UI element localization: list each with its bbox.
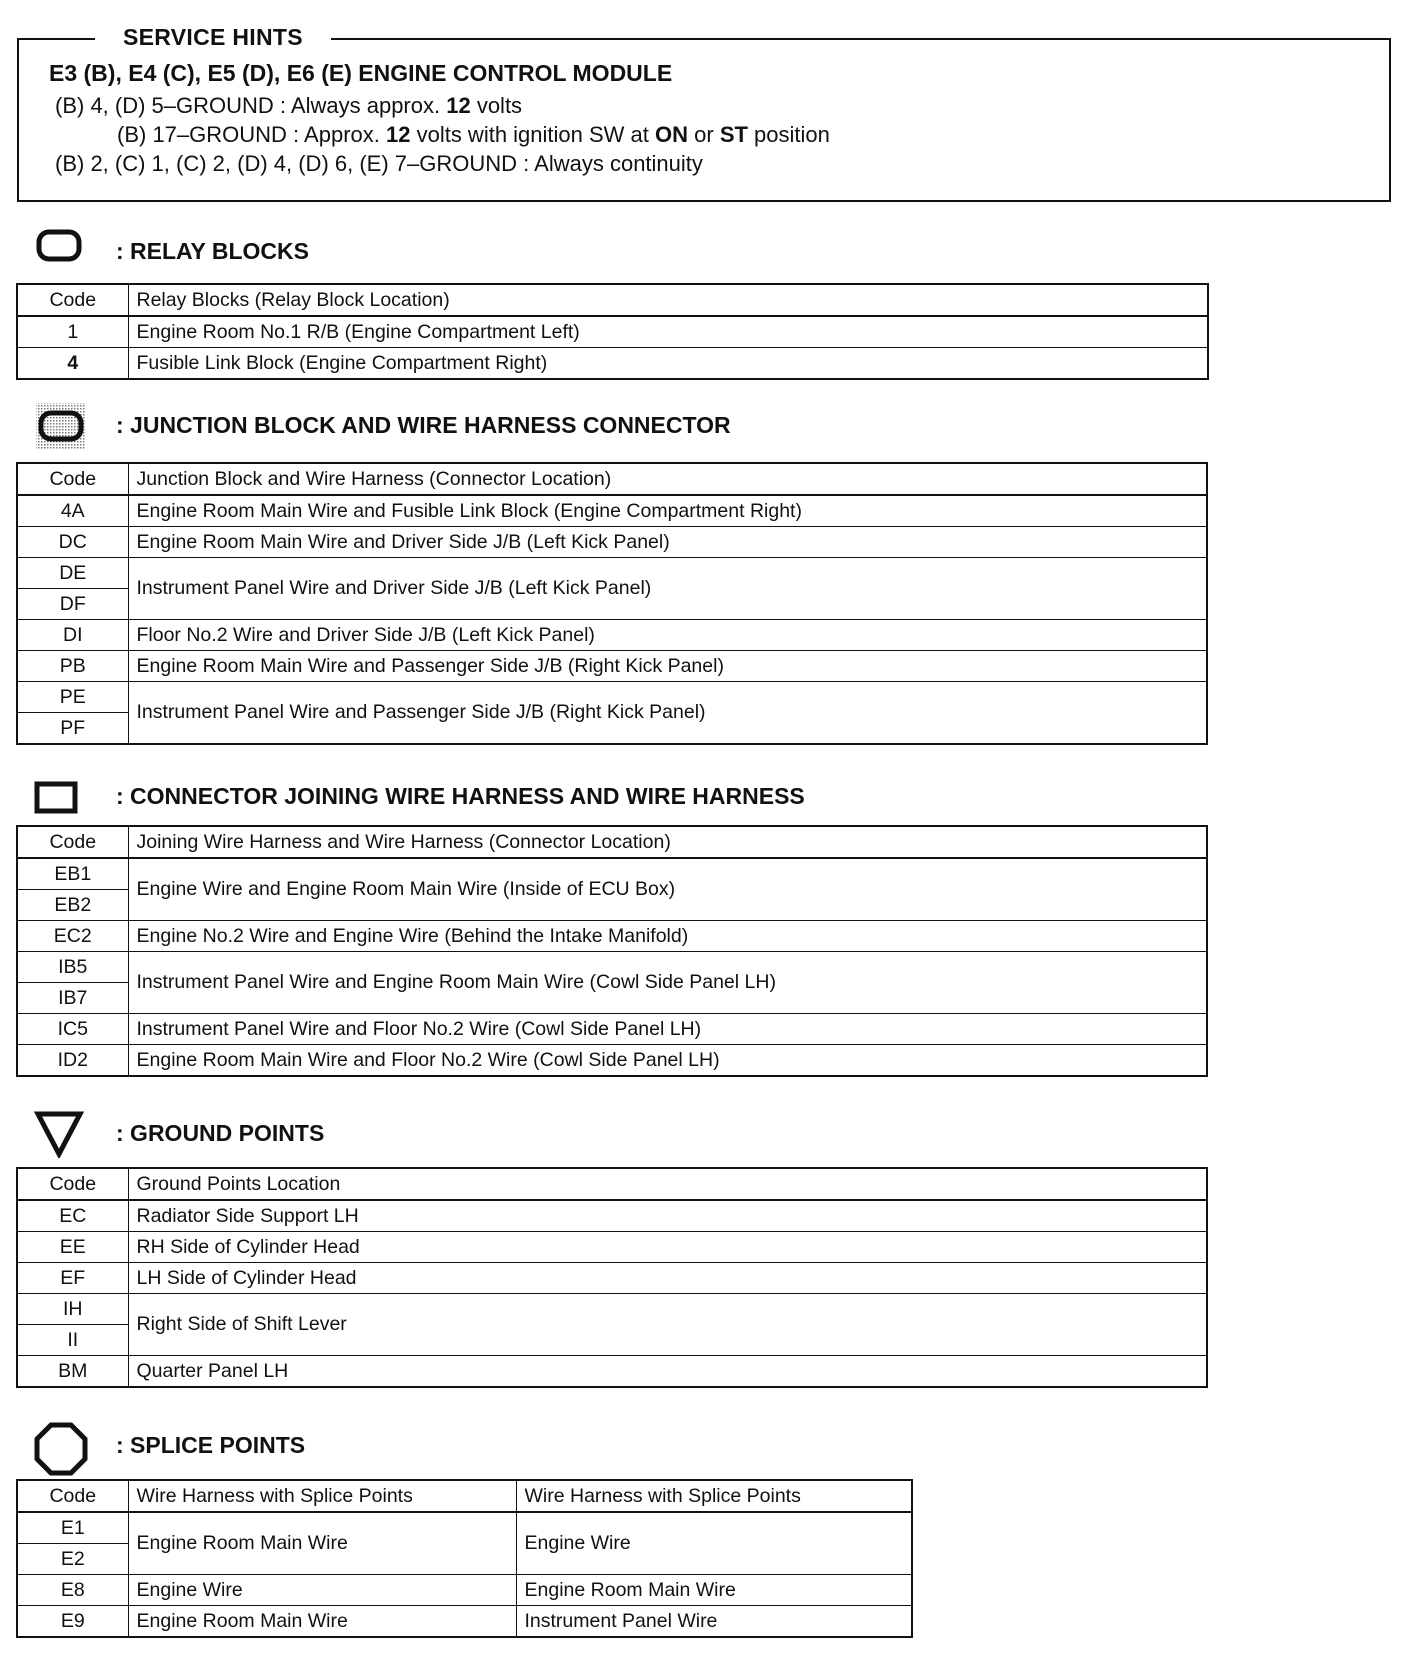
row-code: IB7 — [17, 983, 128, 1014]
row-code: 4 — [17, 348, 128, 380]
row-desc: Engine Room Main Wire and Fusible Link Block (Engine Compartment Right) — [128, 495, 1207, 527]
table-row — [17, 495, 1207, 527]
row-desc-1: Engine Room Main Wire — [128, 1606, 516, 1638]
table-row — [17, 921, 1207, 952]
row-code: DC — [17, 527, 128, 558]
hint-line-3: (B) 2, (C) 1, (C) 2, (D) 4, (D) 6, (E) 7–GROUND : Always continuity — [55, 151, 703, 176]
ground-points-table — [16, 1167, 1208, 1388]
table-row — [17, 1263, 1207, 1294]
relay-blocks-title: : RELAY BLOCKS — [116, 238, 309, 264]
table-row — [17, 651, 1207, 682]
row-desc: Engine Room No.1 R/B (Engine Compartment Left) — [128, 316, 1208, 348]
row-code: IB5 — [17, 952, 128, 983]
row-code: EE — [17, 1232, 128, 1263]
table-row — [17, 1200, 1207, 1232]
table-row — [17, 1232, 1207, 1263]
row-desc-2: Engine Room Main Wire — [516, 1575, 912, 1606]
table-row — [17, 620, 1207, 651]
row-desc-1: Engine Wire — [128, 1575, 516, 1606]
row-code: EB2 — [17, 890, 128, 921]
row-desc: LH Side of Cylinder Head — [128, 1263, 1207, 1294]
row-code: ID2 — [17, 1045, 128, 1077]
service-hints-title: SERVICE HINTS — [95, 24, 331, 51]
down-triangle-icon — [34, 1110, 84, 1158]
table-header — [17, 1168, 1207, 1200]
octagon-icon — [34, 1422, 88, 1476]
row-code: E1 — [17, 1512, 128, 1544]
row-code: PE — [17, 682, 128, 713]
connectors-table — [16, 825, 1208, 1077]
table-row — [17, 858, 1207, 890]
table-row — [17, 682, 1207, 713]
hint-line-1: (B) 4, (D) 5–GROUND : Always approx. 12 volts — [55, 93, 523, 118]
row-desc: Quarter Panel LH — [128, 1356, 1207, 1388]
rounded-rectangle-icon — [36, 228, 82, 264]
header-desc: Junction Block and Wire Harness (Connector Location) — [128, 463, 1207, 495]
table-row — [17, 316, 1208, 348]
table-row — [17, 1045, 1207, 1077]
header-code: Code — [17, 1168, 128, 1200]
table-row — [17, 1512, 912, 1544]
row-desc-2: Instrument Panel Wire — [516, 1606, 912, 1638]
row-code: EC2 — [17, 921, 128, 952]
row-code: IC5 — [17, 1014, 128, 1045]
relay-blocks-table — [16, 283, 1209, 380]
header-desc-1: Wire Harness with Splice Points — [128, 1480, 516, 1512]
row-desc: Engine Wire and Engine Room Main Wire (Inside of ECU Box) — [128, 858, 1207, 921]
row-desc: Instrument Panel Wire and Floor No.2 Wire (Cowl Side Panel LH) — [128, 1014, 1207, 1045]
header-desc: Relay Blocks (Relay Block Location) — [128, 284, 1208, 316]
row-desc: Instrument Panel Wire and Driver Side J/B (Left Kick Panel) — [128, 558, 1207, 620]
row-code: E8 — [17, 1575, 128, 1606]
hint-line-2: (B) 17–GROUND : Approx. 12 volts with ignition SW at ON or ST position — [117, 122, 830, 147]
row-code: 1 — [17, 316, 128, 348]
row-desc-2: Engine Wire — [516, 1512, 912, 1575]
row-desc-1: Engine Room Main Wire — [128, 1512, 516, 1575]
row-desc: Floor No.2 Wire and Driver Side J/B (Left Kick Panel) — [128, 620, 1207, 651]
row-desc: Right Side of Shift Lever — [128, 1294, 1207, 1356]
row-desc: Radiator Side Support LH — [128, 1200, 1207, 1232]
header-desc: Ground Points Location — [128, 1168, 1207, 1200]
ground-points-title: : GROUND POINTS — [116, 1120, 325, 1146]
table-row — [17, 1294, 1207, 1325]
junction-blocks-table — [16, 462, 1208, 745]
row-code: EF — [17, 1263, 128, 1294]
header-code: Code — [17, 284, 128, 316]
table-header — [17, 1480, 912, 1512]
row-code: DI — [17, 620, 128, 651]
header-code: Code — [17, 463, 128, 495]
row-code: PB — [17, 651, 128, 682]
table-row — [17, 1575, 912, 1606]
header-code: Code — [17, 826, 128, 858]
service-hints-box — [17, 24, 1391, 202]
table-header — [17, 284, 1208, 316]
row-desc: Engine Room Main Wire and Driver Side J/B (Left Kick Panel) — [128, 527, 1207, 558]
row-code: EC — [17, 1200, 128, 1232]
header-desc-2: Wire Harness with Splice Points — [516, 1480, 912, 1512]
splice-points-title: : SPLICE POINTS — [116, 1432, 306, 1458]
splice-points-table — [16, 1479, 913, 1638]
module-heading: E3 (B), E4 (C), E5 (D), E6 (E) ENGINE CONTROL MODULE — [49, 60, 673, 86]
row-code: 4A — [17, 495, 128, 527]
table-row — [17, 1606, 912, 1638]
row-code: EB1 — [17, 858, 128, 890]
row-desc: Fusible Link Block (Engine Compartment Right) — [128, 348, 1208, 380]
row-desc: Instrument Panel Wire and Passenger Side J/B (Right Kick Panel) — [128, 682, 1207, 745]
row-desc: Engine Room Main Wire and Passenger Side J/B (Right Kick Panel) — [128, 651, 1207, 682]
table-row — [17, 1356, 1207, 1388]
row-desc: RH Side of Cylinder Head — [128, 1232, 1207, 1263]
row-code: IH — [17, 1294, 128, 1325]
table-row — [17, 348, 1208, 380]
table-row — [17, 558, 1207, 589]
header-code: Code — [17, 1480, 128, 1512]
row-code: DF — [17, 589, 128, 620]
table-header — [17, 826, 1207, 858]
row-code: DE — [17, 558, 128, 589]
junction-blocks-title: : JUNCTION BLOCK AND WIRE HARNESS CONNECTOR — [116, 412, 731, 438]
shaded-rounded-rectangle-icon — [35, 402, 87, 450]
row-code: E9 — [17, 1606, 128, 1638]
row-code: PF — [17, 713, 128, 745]
row-desc: Engine No.2 Wire and Engine Wire (Behind the Intake Manifold) — [128, 921, 1207, 952]
rectangle-icon — [34, 781, 80, 815]
row-desc: Instrument Panel Wire and Engine Room Main Wire (Cowl Side Panel LH) — [128, 952, 1207, 1014]
connectors-title: : CONNECTOR JOINING WIRE HARNESS AND WIRE HARNESS — [116, 783, 805, 809]
table-header — [17, 463, 1207, 495]
row-code: E2 — [17, 1544, 128, 1575]
table-row — [17, 1014, 1207, 1045]
row-code: II — [17, 1325, 128, 1356]
table-row — [17, 527, 1207, 558]
table-row — [17, 952, 1207, 983]
row-code: BM — [17, 1356, 128, 1388]
row-desc: Engine Room Main Wire and Floor No.2 Wire (Cowl Side Panel LH) — [128, 1045, 1207, 1077]
header-desc: Joining Wire Harness and Wire Harness (Connector Location) — [128, 826, 1207, 858]
